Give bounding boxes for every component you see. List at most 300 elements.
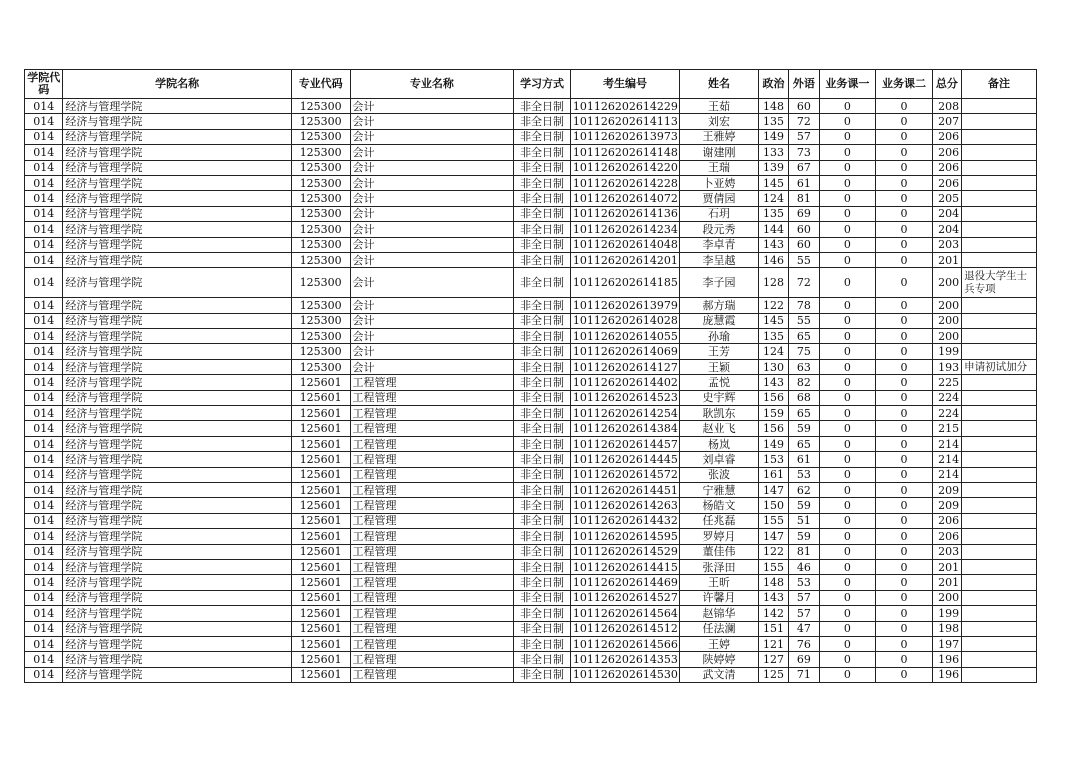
politics-cell: 139 — [758, 160, 788, 175]
major-code-cell: 125601 — [291, 421, 350, 436]
politics-cell: 145 — [758, 175, 788, 190]
politics-cell: 151 — [758, 621, 788, 636]
subject-1-cell: 0 — [819, 482, 876, 497]
major-name-cell: 会计 — [350, 298, 514, 313]
table-row — [25, 606, 1037, 621]
header-total: 总分 — [932, 70, 961, 99]
college-name-cell: 经济与管理学院 — [63, 575, 291, 590]
college-code-cell: 014 — [25, 129, 63, 144]
note-cell — [962, 99, 1037, 114]
major-code-cell: 125300 — [291, 222, 350, 237]
study-mode-cell: 非全日制 — [514, 575, 571, 590]
college-name-cell: 经济与管理学院 — [63, 313, 291, 328]
subject-2-cell: 0 — [876, 237, 933, 252]
candidate-id-cell: 101126202613979 — [570, 298, 679, 313]
subject-1-cell: 0 — [819, 406, 876, 421]
politics-cell: 148 — [758, 99, 788, 114]
header-language: 外语 — [789, 70, 819, 99]
subject-1-cell: 0 — [819, 667, 876, 682]
subject-2-cell: 0 — [876, 375, 933, 390]
college-code-cell: 014 — [25, 559, 63, 574]
table-row — [25, 544, 1037, 559]
name-cell: 宁雅慧 — [680, 482, 759, 497]
total-cell: 197 — [932, 636, 961, 651]
college-code-cell: 014 — [25, 436, 63, 451]
name-cell: 杨岚 — [680, 436, 759, 451]
name-cell: 董佳伟 — [680, 544, 759, 559]
language-cell: 47 — [789, 621, 819, 636]
language-cell: 62 — [789, 482, 819, 497]
candidate-id-cell: 101126202614530 — [570, 667, 679, 682]
college-code-cell: 014 — [25, 344, 63, 359]
name-cell: 谢建刚 — [680, 145, 759, 160]
subject-2-cell: 0 — [876, 313, 933, 328]
candidate-id-cell: 101126202614457 — [570, 436, 679, 451]
language-cell: 69 — [789, 652, 819, 667]
study-mode-cell: 非全日制 — [514, 252, 571, 267]
college-code-cell: 014 — [25, 667, 63, 682]
score-table — [24, 69, 1037, 683]
college-name-cell: 经济与管理学院 — [63, 99, 291, 114]
table-row — [25, 529, 1037, 544]
language-cell: 65 — [789, 329, 819, 344]
total-cell: 206 — [932, 175, 961, 190]
note-cell — [962, 513, 1037, 528]
politics-cell: 122 — [758, 298, 788, 313]
study-mode-cell: 非全日制 — [514, 237, 571, 252]
table-row — [25, 575, 1037, 590]
table-row — [25, 467, 1037, 482]
subject-1-cell: 0 — [819, 313, 876, 328]
college-name-cell: 经济与管理学院 — [63, 175, 291, 190]
subject-2-cell: 0 — [876, 99, 933, 114]
major-name-cell: 会计 — [350, 359, 514, 374]
major-code-cell: 125601 — [291, 544, 350, 559]
study-mode-cell: 非全日制 — [514, 313, 571, 328]
language-cell: 59 — [789, 498, 819, 513]
politics-cell: 156 — [758, 390, 788, 405]
subject-1-cell: 0 — [819, 222, 876, 237]
subject-2-cell: 0 — [876, 452, 933, 467]
language-cell: 51 — [789, 513, 819, 528]
note-cell — [962, 252, 1037, 267]
college-name-cell: 经济与管理学院 — [63, 621, 291, 636]
language-cell: 72 — [789, 114, 819, 129]
subject-1-cell: 0 — [819, 529, 876, 544]
name-cell: 王婷 — [680, 636, 759, 651]
note-cell — [962, 544, 1037, 559]
college-name-cell: 经济与管理学院 — [63, 513, 291, 528]
subject-1-cell: 0 — [819, 252, 876, 267]
college-code-cell: 014 — [25, 482, 63, 497]
header-subject-2: 业务课二 — [876, 70, 933, 99]
major-code-cell: 125601 — [291, 452, 350, 467]
name-cell: 孟悦 — [680, 375, 759, 390]
total-cell: 209 — [932, 498, 961, 513]
subject-2-cell: 0 — [876, 344, 933, 359]
table-row — [25, 375, 1037, 390]
name-cell: 陕婷婷 — [680, 652, 759, 667]
major-code-cell: 125300 — [291, 145, 350, 160]
major-name-cell: 会计 — [350, 114, 514, 129]
table-row — [25, 590, 1037, 605]
table-body — [25, 99, 1037, 683]
note-cell — [962, 482, 1037, 497]
note-cell — [962, 559, 1037, 574]
name-cell: 贾倩园 — [680, 191, 759, 206]
table-row — [25, 559, 1037, 574]
name-cell: 王颖 — [680, 359, 759, 374]
major-code-cell: 125601 — [291, 436, 350, 451]
subject-1-cell: 0 — [819, 513, 876, 528]
total-cell: 201 — [932, 575, 961, 590]
major-code-cell: 125601 — [291, 606, 350, 621]
politics-cell: 143 — [758, 237, 788, 252]
politics-cell: 155 — [758, 513, 788, 528]
language-cell: 63 — [789, 359, 819, 374]
college-code-cell: 014 — [25, 329, 63, 344]
note-cell — [962, 222, 1037, 237]
college-code-cell: 014 — [25, 636, 63, 651]
name-cell: 赵锦华 — [680, 606, 759, 621]
subject-2-cell: 0 — [876, 529, 933, 544]
candidate-id-cell: 101126202614415 — [570, 559, 679, 574]
study-mode-cell: 非全日制 — [514, 544, 571, 559]
total-cell: 214 — [932, 467, 961, 482]
study-mode-cell: 非全日制 — [514, 606, 571, 621]
politics-cell: 147 — [758, 482, 788, 497]
candidate-id-cell: 101126202614228 — [570, 175, 679, 190]
subject-2-cell: 0 — [876, 513, 933, 528]
subject-2-cell: 0 — [876, 390, 933, 405]
major-code-cell: 125601 — [291, 667, 350, 682]
language-cell: 65 — [789, 436, 819, 451]
major-code-cell: 125300 — [291, 359, 350, 374]
note-cell — [962, 529, 1037, 544]
subject-1-cell: 0 — [819, 329, 876, 344]
note-cell — [962, 145, 1037, 160]
header-subject-1: 业务课一 — [819, 70, 876, 99]
total-cell: 199 — [932, 606, 961, 621]
subject-2-cell: 0 — [876, 667, 933, 682]
study-mode-cell: 非全日制 — [514, 590, 571, 605]
college-code-cell: 014 — [25, 222, 63, 237]
subject-2-cell: 0 — [876, 544, 933, 559]
name-cell: 许馨月 — [680, 590, 759, 605]
major-code-cell: 125601 — [291, 406, 350, 421]
politics-cell: 125 — [758, 667, 788, 682]
language-cell: 57 — [789, 129, 819, 144]
college-name-cell: 经济与管理学院 — [63, 222, 291, 237]
name-cell: 赵业飞 — [680, 421, 759, 436]
college-name-cell: 经济与管理学院 — [63, 375, 291, 390]
note-cell — [962, 467, 1037, 482]
subject-1-cell: 0 — [819, 237, 876, 252]
table-row — [25, 667, 1037, 682]
study-mode-cell: 非全日制 — [514, 359, 571, 374]
politics-cell: 143 — [758, 375, 788, 390]
subject-2-cell: 0 — [876, 590, 933, 605]
candidate-id-cell: 101126202614148 — [570, 145, 679, 160]
note-cell — [962, 191, 1037, 206]
college-name-cell: 经济与管理学院 — [63, 606, 291, 621]
study-mode-cell: 非全日制 — [514, 129, 571, 144]
study-mode-cell: 非全日制 — [514, 375, 571, 390]
study-mode-cell: 非全日制 — [514, 191, 571, 206]
politics-cell: 127 — [758, 652, 788, 667]
subject-2-cell: 0 — [876, 359, 933, 374]
candidate-id-cell: 101126202614136 — [570, 206, 679, 221]
major-name-cell: 工程管理 — [350, 590, 514, 605]
study-mode-cell: 非全日制 — [514, 175, 571, 190]
college-name-cell: 经济与管理学院 — [63, 529, 291, 544]
table-row — [25, 114, 1037, 129]
study-mode-cell: 非全日制 — [514, 298, 571, 313]
college-name-cell: 经济与管理学院 — [63, 129, 291, 144]
table-row — [25, 99, 1037, 114]
candidate-id-cell: 101126202614220 — [570, 160, 679, 175]
name-cell: 任法澜 — [680, 621, 759, 636]
major-name-cell: 工程管理 — [350, 621, 514, 636]
politics-cell: 144 — [758, 222, 788, 237]
subject-1-cell: 0 — [819, 421, 876, 436]
subject-2-cell: 0 — [876, 652, 933, 667]
table-row — [25, 390, 1037, 405]
politics-cell: 133 — [758, 145, 788, 160]
note-cell — [962, 606, 1037, 621]
name-cell: 李卓青 — [680, 237, 759, 252]
header-major-code: 专业代码 — [291, 70, 350, 99]
study-mode-cell: 非全日制 — [514, 467, 571, 482]
note-cell — [962, 575, 1037, 590]
study-mode-cell: 非全日制 — [514, 206, 571, 221]
study-mode-cell: 非全日制 — [514, 406, 571, 421]
header-name: 姓名 — [680, 70, 759, 99]
college-code-cell: 014 — [25, 513, 63, 528]
major-name-cell: 工程管理 — [350, 406, 514, 421]
note-cell — [962, 129, 1037, 144]
college-name-cell: 经济与管理学院 — [63, 498, 291, 513]
total-cell: 205 — [932, 191, 961, 206]
college-code-cell: 014 — [25, 421, 63, 436]
college-name-cell: 经济与管理学院 — [63, 652, 291, 667]
name-cell: 张泽田 — [680, 559, 759, 574]
name-cell: 任兆磊 — [680, 513, 759, 528]
candidate-id-cell: 101126202614512 — [570, 621, 679, 636]
language-cell: 81 — [789, 191, 819, 206]
name-cell: 罗婷月 — [680, 529, 759, 544]
language-cell: 61 — [789, 175, 819, 190]
college-code-cell: 014 — [25, 375, 63, 390]
major-name-cell: 会计 — [350, 313, 514, 328]
college-code-cell: 014 — [25, 160, 63, 175]
subject-2-cell: 0 — [876, 406, 933, 421]
college-code-cell: 014 — [25, 621, 63, 636]
name-cell: 李呈越 — [680, 252, 759, 267]
major-code-cell: 125300 — [291, 129, 350, 144]
subject-2-cell: 0 — [876, 559, 933, 574]
subject-2-cell: 0 — [876, 621, 933, 636]
major-code-cell: 125300 — [291, 99, 350, 114]
major-code-cell: 125601 — [291, 590, 350, 605]
subject-1-cell: 0 — [819, 298, 876, 313]
subject-1-cell: 0 — [819, 559, 876, 574]
subject-1-cell: 0 — [819, 390, 876, 405]
note-cell — [962, 436, 1037, 451]
total-cell: 208 — [932, 99, 961, 114]
major-name-cell: 会计 — [350, 268, 514, 298]
major-name-cell: 工程管理 — [350, 467, 514, 482]
subject-2-cell: 0 — [876, 222, 933, 237]
study-mode-cell: 非全日制 — [514, 145, 571, 160]
college-name-cell: 经济与管理学院 — [63, 329, 291, 344]
study-mode-cell: 非全日制 — [514, 344, 571, 359]
language-cell: 59 — [789, 529, 819, 544]
total-cell: 200 — [932, 268, 961, 298]
major-code-cell: 125300 — [291, 298, 350, 313]
major-code-cell: 125601 — [291, 513, 350, 528]
table-row — [25, 160, 1037, 175]
note-cell — [962, 175, 1037, 190]
major-code-cell: 125601 — [291, 529, 350, 544]
candidate-id-cell: 101126202614353 — [570, 652, 679, 667]
candidate-id-cell: 101126202614523 — [570, 390, 679, 405]
name-cell: 孙瑜 — [680, 329, 759, 344]
college-code-cell: 014 — [25, 498, 63, 513]
candidate-id-cell: 101126202614263 — [570, 498, 679, 513]
major-code-cell: 125300 — [291, 175, 350, 190]
candidate-id-cell: 101126202614234 — [570, 222, 679, 237]
name-cell: 张波 — [680, 467, 759, 482]
subject-1-cell: 0 — [819, 575, 876, 590]
college-code-cell: 014 — [25, 99, 63, 114]
study-mode-cell: 非全日制 — [514, 559, 571, 574]
major-name-cell: 会计 — [350, 206, 514, 221]
politics-cell: 135 — [758, 206, 788, 221]
note-cell — [962, 652, 1037, 667]
major-code-cell: 125300 — [291, 160, 350, 175]
politics-cell: 161 — [758, 467, 788, 482]
major-code-cell: 125601 — [291, 636, 350, 651]
major-name-cell: 工程管理 — [350, 529, 514, 544]
table-row — [25, 129, 1037, 144]
study-mode-cell: 非全日制 — [514, 498, 571, 513]
candidate-id-cell: 101126202614432 — [570, 513, 679, 528]
subject-2-cell: 0 — [876, 129, 933, 144]
language-cell: 71 — [789, 667, 819, 682]
politics-cell: 124 — [758, 191, 788, 206]
major-name-cell: 工程管理 — [350, 482, 514, 497]
language-cell: 76 — [789, 636, 819, 651]
language-cell: 59 — [789, 421, 819, 436]
name-cell: 王芳 — [680, 344, 759, 359]
table-row — [25, 145, 1037, 160]
note-cell — [962, 344, 1037, 359]
major-name-cell: 工程管理 — [350, 498, 514, 513]
subject-1-cell: 0 — [819, 268, 876, 298]
college-code-cell: 014 — [25, 452, 63, 467]
subject-1-cell: 0 — [819, 145, 876, 160]
total-cell: 206 — [932, 513, 961, 528]
subject-1-cell: 0 — [819, 498, 876, 513]
subject-1-cell: 0 — [819, 99, 876, 114]
language-cell: 57 — [789, 590, 819, 605]
college-code-cell: 014 — [25, 529, 63, 544]
total-cell: 200 — [932, 329, 961, 344]
college-code-cell: 014 — [25, 575, 63, 590]
note-cell — [962, 298, 1037, 313]
name-cell: 李子园 — [680, 268, 759, 298]
table-row — [25, 344, 1037, 359]
college-name-cell: 经济与管理学院 — [63, 406, 291, 421]
major-name-cell: 工程管理 — [350, 375, 514, 390]
major-code-cell: 125300 — [291, 313, 350, 328]
study-mode-cell: 非全日制 — [514, 667, 571, 682]
table-row — [25, 206, 1037, 221]
subject-2-cell: 0 — [876, 329, 933, 344]
major-name-cell: 工程管理 — [350, 544, 514, 559]
major-code-cell: 125601 — [291, 390, 350, 405]
major-code-cell: 125300 — [291, 206, 350, 221]
candidate-id-cell: 101126202614572 — [570, 467, 679, 482]
subject-1-cell: 0 — [819, 544, 876, 559]
college-code-cell: 014 — [25, 252, 63, 267]
politics-cell: 145 — [758, 313, 788, 328]
candidate-id-cell: 101126202614566 — [570, 636, 679, 651]
college-name-cell: 经济与管理学院 — [63, 390, 291, 405]
major-code-cell: 125300 — [291, 268, 350, 298]
college-code-cell: 014 — [25, 206, 63, 221]
note-cell — [962, 452, 1037, 467]
college-name-cell: 经济与管理学院 — [63, 544, 291, 559]
header-major-name: 专业名称 — [350, 70, 514, 99]
subject-2-cell: 0 — [876, 636, 933, 651]
total-cell: 200 — [932, 298, 961, 313]
header-politics: 政治 — [758, 70, 788, 99]
note-cell — [962, 421, 1037, 436]
candidate-id-cell: 101126202614185 — [570, 268, 679, 298]
subject-1-cell: 0 — [819, 114, 876, 129]
major-name-cell: 工程管理 — [350, 513, 514, 528]
language-cell: 69 — [789, 206, 819, 221]
note-cell — [962, 160, 1037, 175]
major-code-cell: 125601 — [291, 482, 350, 497]
politics-cell: 150 — [758, 498, 788, 513]
candidate-id-cell: 101126202614402 — [570, 375, 679, 390]
table-row — [25, 313, 1037, 328]
total-cell: 204 — [932, 222, 961, 237]
candidate-id-cell: 101126202614048 — [570, 237, 679, 252]
subject-1-cell: 0 — [819, 175, 876, 190]
language-cell: 60 — [789, 237, 819, 252]
subject-2-cell: 0 — [876, 114, 933, 129]
name-cell: 王雅婷 — [680, 129, 759, 144]
table-row — [25, 621, 1037, 636]
college-code-cell: 014 — [25, 652, 63, 667]
note-cell — [962, 667, 1037, 682]
language-cell: 55 — [789, 313, 819, 328]
candidate-id-cell: 101126202614201 — [570, 252, 679, 267]
header-candidate-id: 考生编号 — [570, 70, 679, 99]
major-name-cell: 会计 — [350, 191, 514, 206]
subject-1-cell: 0 — [819, 606, 876, 621]
table-row — [25, 498, 1037, 513]
study-mode-cell: 非全日制 — [514, 390, 571, 405]
table-row — [25, 359, 1037, 374]
language-cell: 82 — [789, 375, 819, 390]
major-name-cell: 工程管理 — [350, 559, 514, 574]
name-cell: 杨皓文 — [680, 498, 759, 513]
